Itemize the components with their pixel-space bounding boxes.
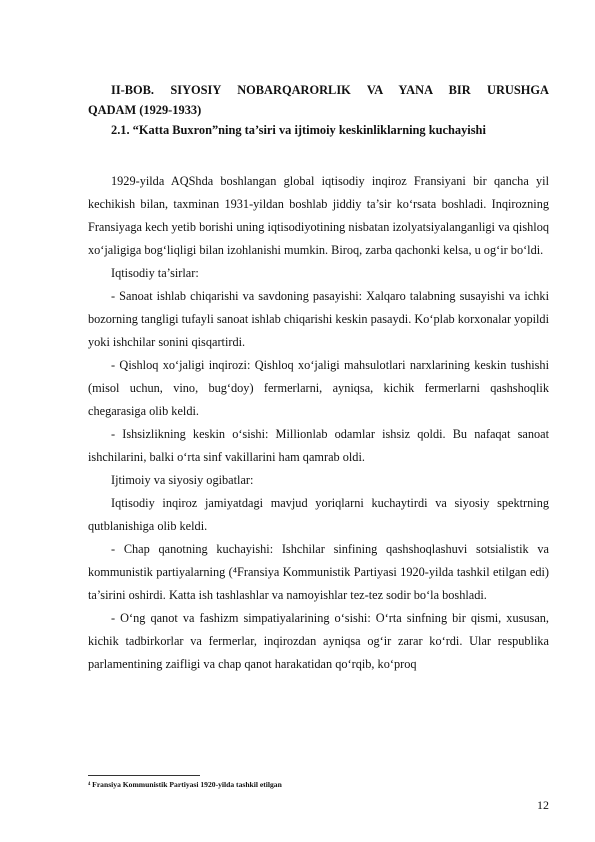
- page-number: 12: [537, 798, 549, 812]
- footnote-divider: [88, 775, 200, 776]
- paragraph-9: - O‘ng qanot va fashizm simpatiyalarining o‘sishi: O‘rta sinfning bir qismi, xususan, kichik tadbirkorlar va fermerlar, inqirozdan ayniqsa og‘ir zarar ko‘rdi. Ular respublika parlamentining zaifligi va chap qanot harakatidan qo‘rqib, ko‘proq: [88, 611, 549, 671]
- paragraph-1: 1929-yilda AQShda boshlangan global iqtisodiy inqiroz Fransiyani bir qancha yil kechikish bilan, taxminan 1931-yildan boshlab jiddiy ta’sir ko‘rsata boshladi. Inqirozning Fransiyaga kech yetib borishi uning iqtisodiyotining nisbatan izolyatsiyalanganligi va qishloq xo‘jaligiga bog‘liqligi bilan izohlanishi mumkin. Biroq, zarba qachonki kelsa, u og‘ir bo‘ldi.: [88, 174, 549, 257]
- footnote: ⁴ Fransiya Kommunistik Partiyasi 1920-yilda tashkil etilgan: [88, 780, 282, 789]
- paragraph-8: - Chap qanotning kuchayishi: Ishchilar sinfining qashshoqlashuvi sotsialistik va kommunistik partiyalarning (⁴Fransiya Kommunistik Partiyasi 1920-yilda tashkil etilgan edi) ta’sirini oshirdi. Katta ish tashlashlar va namoyishlar tez-tez sodir bo‘la boshladi.: [88, 542, 549, 602]
- paragraph-3: - Sanoat ishlab chiqarishi va savdoning pasayishi: Xalqaro talabning susayishi va ichki bozorning tangligi tufayli sanoat ishlab chiqarishi keskin pasaydi. Ko‘plab korxonalar yopildi yoki ishchilar sonini qisqartirdi.: [88, 289, 549, 349]
- chapter-title-line2: QADAM (1929-1933): [88, 103, 202, 117]
- paragraph-6: Ijtimoiy va siyosiy ogibatlar:: [111, 473, 254, 487]
- paragraph-7: Iqtisodiy inqiroz jamiyatdagi mavjud yoriqlarni kuchaytirdi va siyosiy spektrning qutblanishiga olib keldi.: [88, 496, 549, 533]
- paragraph-5: - Ishsizlikning keskin o‘sishi: Millionlab odamlar ishsiz qoldi. Bu nafaqat sanoat ishchilarini, balki o‘rta sinf vakillarini ham qamrab oldi.: [88, 427, 549, 464]
- chapter-title-line1: II-BOB. SIYOSIY NOBARQARORLIK VA YANA BIR URUSHGA: [111, 83, 549, 97]
- paragraph-2: Iqtisodiy ta’sirlar:: [111, 266, 199, 280]
- paragraph-4: - Qishloq xo‘jaligi inqirozi: Qishloq xo‘jaligi mahsulotlari narxlarining keskin tushishi (misol uchun, vino, bug‘doy) fermerlarni, ayniqsa, kichik fermerlarni qashshoqlik chegarasiga olib keldi.: [88, 358, 549, 418]
- page-content: [88, 80, 549, 676]
- section-title: 2.1. “Katta Buxron”ning ta’siri va ijtimoiy keskinliklarning kuchayishi: [111, 123, 486, 137]
- body-text: [88, 170, 549, 676]
